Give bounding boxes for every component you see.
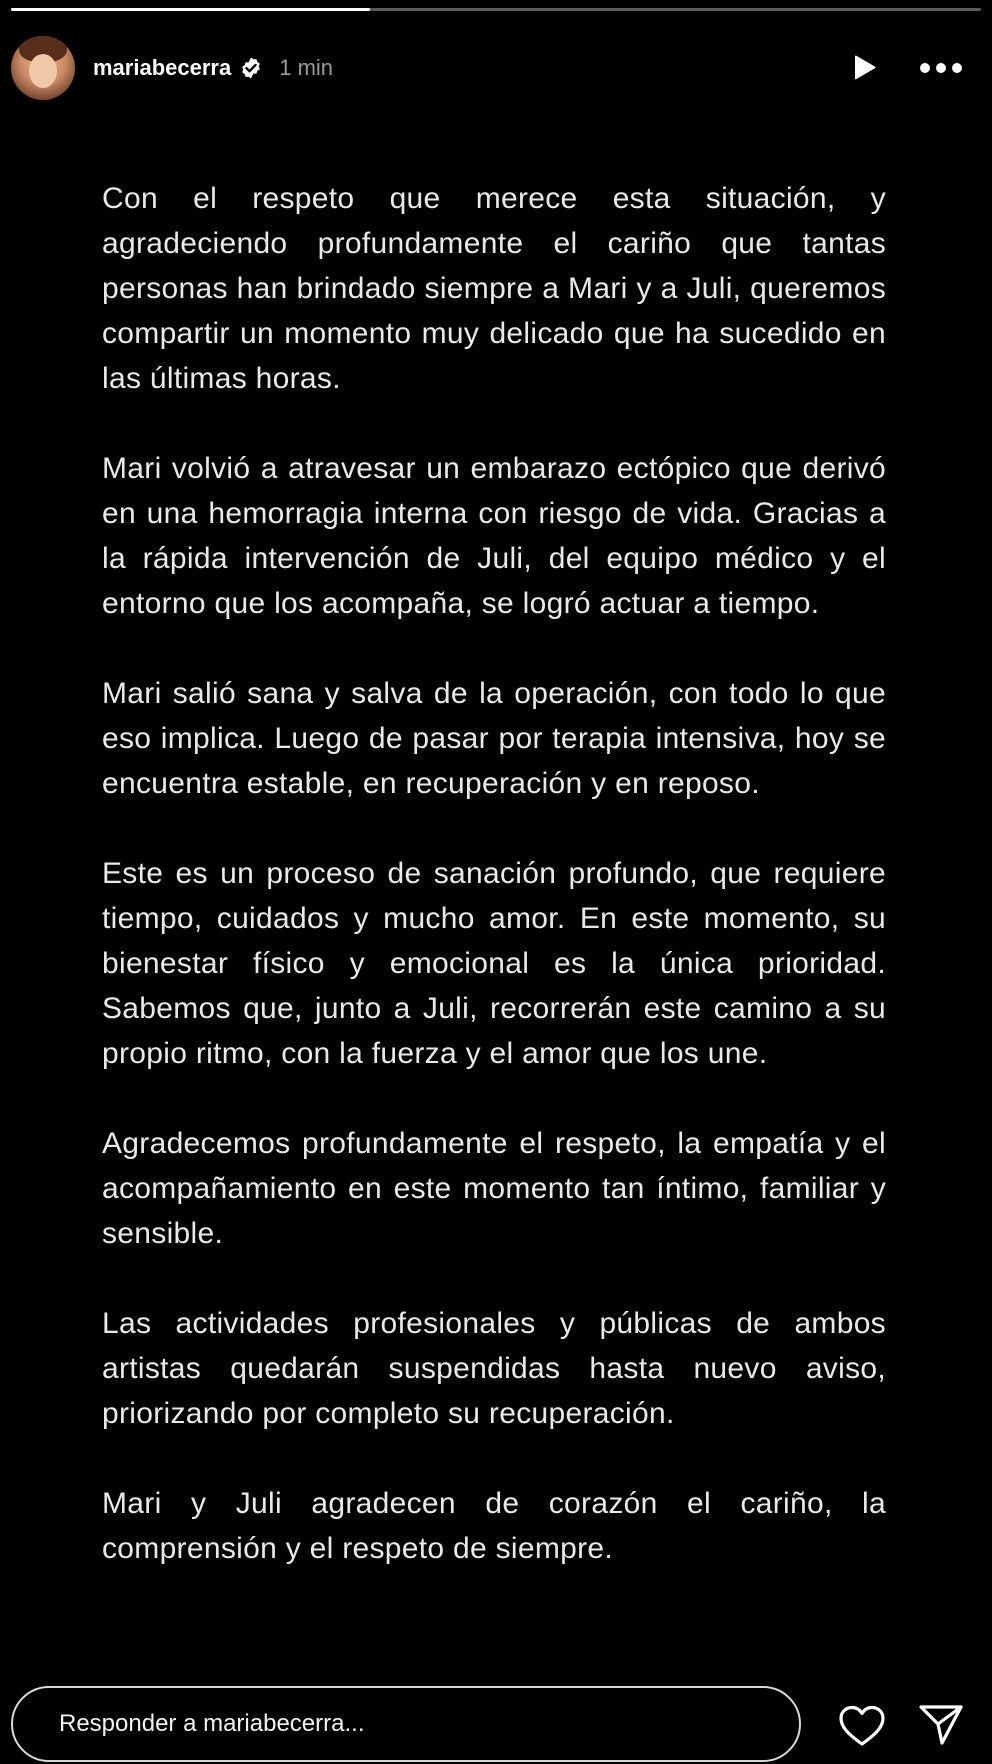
reply-input[interactable]: [57, 1709, 799, 1739]
story-text-body: [102, 176, 886, 1616]
heart-icon[interactable]: [838, 1704, 886, 1748]
story-paragraph: Este es un proceso de sanación profundo, que requiere tiempo, cuidados y mucho amor. En este momento, su bienestar físico y emocional es la única prioridad. Sabemos que, junto a Juli, recorrerán este camino a su propio ritmo, con la fuerza y el amor que los une.: [102, 857, 886, 1070]
username[interactable]: mariabecerra: [93, 55, 232, 80]
story-paragraph: Con el respeto que merece esta situación, y agradeciendo profundamente el cariño que tantas personas han brindado siempre a Mari y a Juli, queremos compartir un momento muy delicado que ha sucedido en las últimas horas.: [102, 182, 886, 395]
avatar[interactable]: [11, 36, 75, 100]
send-icon[interactable]: [918, 1702, 964, 1748]
header-actions: [849, 53, 981, 83]
play-icon[interactable]: [849, 53, 879, 83]
story-header: [11, 36, 981, 100]
story-paragraph: Mari y Juli agradecen de corazón el cariño, la comprensión y el respeto de siempre.: [102, 1487, 886, 1565]
story-paragraph: Agradecemos profundamente el respeto, la empatía y el acompañamiento en este momento tan íntimo, familiar y sensible.: [102, 1127, 886, 1250]
story-progress-bar: [11, 8, 981, 11]
story-progress-fill: [11, 8, 370, 11]
story-paragraph: Mari salió sana y salva de la operación, con todo lo que eso implica. Luego de pasar por terapia intensiva, hoy se encuentra estable, en recuperación y en reposo.: [102, 677, 886, 800]
reply-bar[interactable]: [11, 1686, 801, 1762]
verified-badge-icon: [239, 56, 263, 80]
story-paragraph: Las actividades profesionales y públicas de ambos artistas quedarán suspendidas hasta nuevo aviso, priorizando por completo su recuperación.: [102, 1307, 886, 1430]
story-paragraph: Mari volvió a atravesar un embarazo ectópico que derivó en una hemorragia interna con riesgo de vida. Gracias a la rápida intervención de Juli, del equipo médico y el entorno que los acompaña, se logró actuar a tiempo.: [102, 452, 886, 620]
more-options-icon[interactable]: [919, 62, 963, 74]
post-time: 1 min: [279, 55, 334, 80]
